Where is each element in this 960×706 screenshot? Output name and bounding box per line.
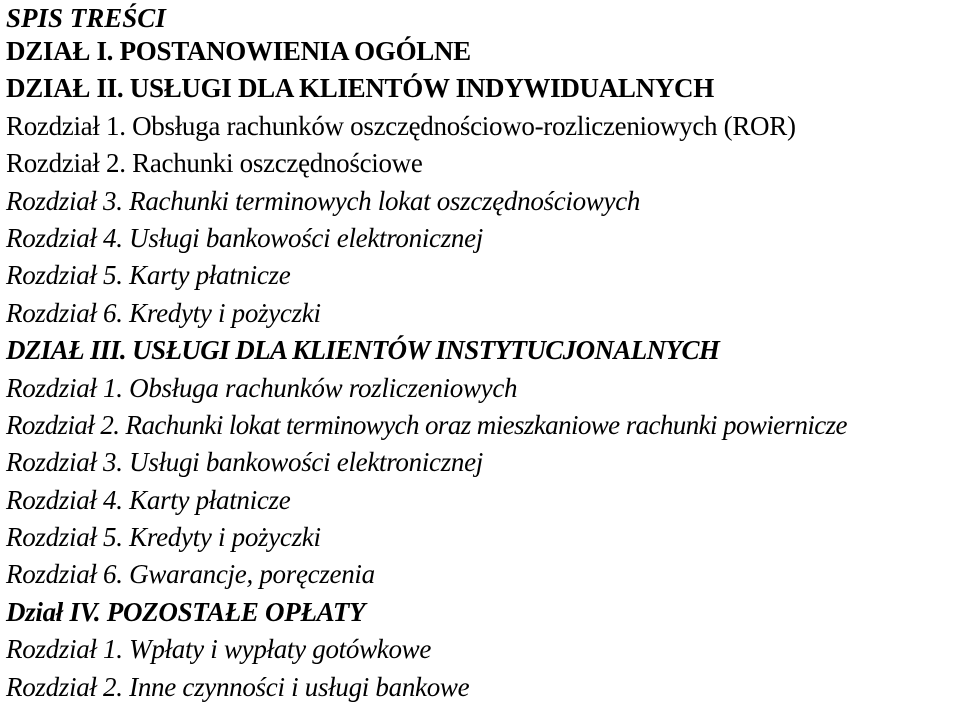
toc-chapter-entry: Rozdział 3. Usługi bankowości elektronicznej [6,447,483,478]
table-of-contents [6,0,956,706]
toc-chapter-entry: Rozdział 2. Rachunki oszczędnościowe [6,148,423,179]
toc-chapter-entry: Rozdział 4. Usługi bankowości elektronicznej [6,222,483,253]
toc-section-heading: DZIAŁ II. USŁUGI DLA KLIENTÓW INDYWIDUALNYCH [6,73,714,104]
toc-section-heading: DZIAŁ III. USŁUGI DLA KLIENTÓW INSTYTUCJONALNYCH [6,335,720,366]
toc-chapter-entry: Rozdział 5. Kredyty i pożyczki [6,522,321,553]
toc-chapter-entry: Rozdział 3. Rachunki terminowych lokat oszczędnościowych [6,185,641,216]
toc-chapter-entry: Rozdział 5. Karty płatnicze [6,260,291,291]
toc-chapter-entry: Rozdział 1. Obsługa rachunków rozliczeniowych [6,372,518,403]
toc-section-heading: DZIAŁ I. POSTANOWIENIA OGÓLNE [6,36,471,66]
toc-chapter-entry: Rozdział 6. Kredyty i pożyczki [6,297,321,328]
toc-chapter-entry: Rozdział 2. Inne czynności i usługi bankowe [6,671,470,702]
toc-chapter-entry: Rozdział 6. Gwarancje, poręczenia [6,559,375,590]
toc-chapter-entry: Rozdział 1. Obsługa rachunków oszczędnościowo-rozliczeniowych (ROR) [6,110,796,141]
toc-chapter-entry: Rozdział 2. Rachunki lokat terminowych oraz mieszkaniowe rachunki powiernicze [6,409,847,440]
toc-title: SPIS TREŚCI [6,3,166,33]
toc-chapter-entry: Rozdział 4. Karty płatnicze [6,484,291,515]
toc-chapter-entry: Rozdział 1. Wpłaty i wypłaty gotówkowe [6,634,432,665]
toc-section-heading: Dział IV. POZOSTAŁE OPŁATY [6,596,366,627]
